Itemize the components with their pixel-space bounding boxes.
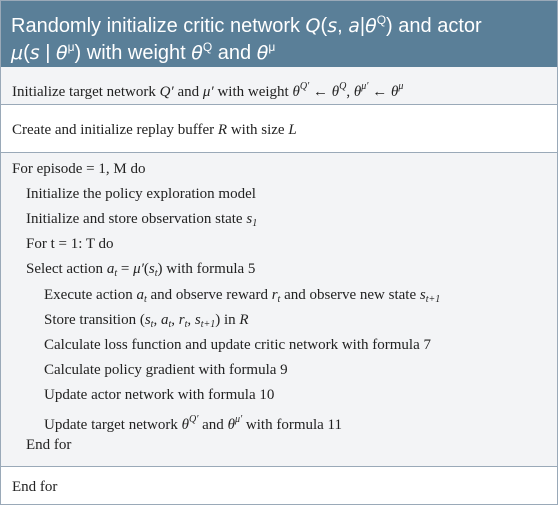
math-at: $a_t$ xyxy=(106,261,118,279)
line-execute-action xyxy=(44,286,440,309)
l5-text-b: with formula 5 xyxy=(162,261,256,277)
line-end-for-outer: End for xyxy=(12,479,58,495)
l11-text-c: with formula 11 xyxy=(242,417,342,433)
header-line-2: μ(s | $\theta^\mu$) with weight $\theta^Q$ and $\theta^\mu$ xyxy=(11,40,276,64)
math-theta-qprime: $\theta^{Q'}$ xyxy=(292,81,310,100)
r1-text-a: Initialize target network xyxy=(12,84,160,100)
math-tuple: $s_t$, $a_t$, $r_t$, $s_{t+1}$ xyxy=(144,312,216,330)
header-text-and: and xyxy=(212,42,257,64)
row-init-target xyxy=(1,67,557,104)
line-store-transition: Store transition ($s_t$, $a_t$, $r_t$, $s_{t+1}$) in R xyxy=(44,312,249,330)
math-s: s xyxy=(327,15,338,37)
line-end-for-inner: End for xyxy=(26,437,72,453)
header-text-weight: with weight xyxy=(81,42,192,64)
line-select-action: Select action $a_t = \mu'(s_t)$ with formula 5 xyxy=(26,261,256,279)
math-theta-mu-r1: $\theta^\mu$ xyxy=(390,81,404,100)
math-theta-muprime: $\theta^{\mu'}$ xyxy=(353,81,369,100)
r1-text-b: and xyxy=(173,84,203,100)
header-line-1: Randomly initialize critic network Q(s, $a|\theta^Q$) and actor xyxy=(11,13,482,37)
header-text-critic: Randomly initialize critic network xyxy=(11,15,306,37)
math-mu: μ xyxy=(11,42,24,64)
l5-text-a: Select action xyxy=(26,261,107,277)
math-theta-q: θ xyxy=(191,42,203,64)
l11-text-a: Update target network xyxy=(44,417,182,433)
l6-text-a: Execute action xyxy=(44,287,137,303)
header-text-actor: and actor xyxy=(392,15,482,37)
line-update-actor: Update actor network with formula 10 xyxy=(44,387,275,403)
math-st1: $s_{t+1}$ xyxy=(419,287,441,305)
math-l: L xyxy=(288,122,297,138)
row-episode-loop xyxy=(1,153,557,466)
line-for-episode: For episode = 1, M do xyxy=(12,161,146,177)
math-r-2: R xyxy=(239,312,249,328)
l11-text-b: and xyxy=(198,417,228,433)
math-theta-muprime-2: $\theta^{\mu'}$ xyxy=(227,414,243,433)
math-theta: θ xyxy=(365,15,377,37)
math-theta-mu: θ xyxy=(256,42,269,64)
row-replay-buffer xyxy=(1,105,557,152)
math-sup-mu: μ xyxy=(67,40,75,54)
line-init-exploration: Initialize the policy exploration model xyxy=(26,186,256,202)
l7-text-a: Store transition xyxy=(44,312,140,328)
line-for-t: For t = 1: T do xyxy=(26,236,114,252)
line-calc-loss: Calculate loss function and update critic network with formula 7 xyxy=(44,337,431,353)
math-at-2: $a_t$ xyxy=(136,287,147,305)
math-rt: $r_t$ xyxy=(271,287,281,305)
math-theta-2: θ xyxy=(55,42,68,64)
math-s1: $s_1$ xyxy=(246,211,258,229)
math-s-2: s xyxy=(29,42,40,64)
row-init-target-text: Initialize target network Q′ and μ′ with weight $\theta^{Q'}$ ← $\theta^Q$, $\theta^{\mu'}$ ← $\theta^\mu$ xyxy=(12,81,404,100)
line-init-observation xyxy=(26,210,257,233)
math-sup-q: Q xyxy=(376,13,387,27)
math-st: $s_t$ xyxy=(148,261,158,279)
l6-text-c: and observe new state xyxy=(280,287,420,303)
r2-text-a: Create and initialize replay buffer xyxy=(12,122,218,138)
line-calc-gradient: Calculate policy gradient with formula 9 xyxy=(44,362,288,378)
math-q-prime: Q′ xyxy=(159,84,174,100)
line-update-target xyxy=(44,411,342,434)
l7-text-b: in xyxy=(220,312,240,328)
math-sup-q-2: Q xyxy=(202,40,213,54)
l3-text: Initialize and store observation state xyxy=(26,211,247,227)
math-sup-mu-2: μ xyxy=(268,40,276,54)
r2-text-b: with size xyxy=(227,122,289,138)
math-mu-prime: μ′ xyxy=(202,84,214,100)
math-theta-qprime-2: $\theta^{Q'}$ xyxy=(181,414,199,433)
math-mu-prime-st: μ′ xyxy=(133,261,144,277)
math-theta-q-r1: $\theta^Q$ xyxy=(331,81,347,100)
r1-text-c: with weight xyxy=(213,84,293,100)
math-q-critic: Q xyxy=(305,15,321,37)
row-replay-buffer-text xyxy=(12,121,297,139)
row-end-for xyxy=(1,467,557,504)
l6-text-b: and observe reward xyxy=(146,287,272,303)
math-a: a xyxy=(348,15,360,37)
math-r: R xyxy=(217,122,228,138)
table-header xyxy=(1,1,557,67)
